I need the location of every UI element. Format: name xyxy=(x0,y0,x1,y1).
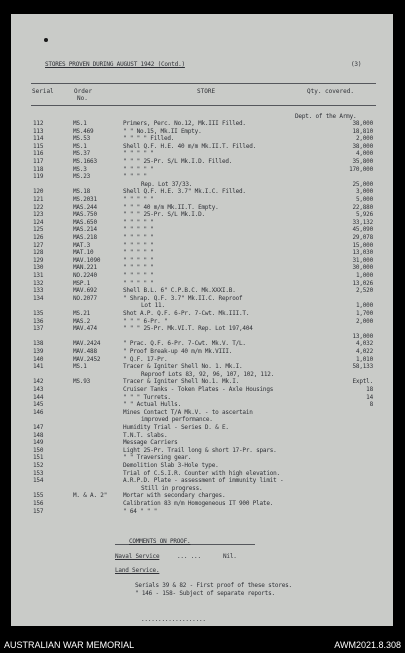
table-row xyxy=(11,371,393,378)
row-serial: 126 xyxy=(33,234,44,241)
table-row xyxy=(11,333,393,340)
row-store: " " " 25-Pr. S/L Mk.I.D. xyxy=(123,211,205,219)
row-serial: 128 xyxy=(33,249,44,257)
naval-service-label: Naval Service xyxy=(115,553,160,560)
row-order-no: MS.37 xyxy=(73,150,91,158)
row-order-no: MS.21 xyxy=(73,310,91,317)
row-serial: 127 xyxy=(33,241,44,249)
row-serial: 145 xyxy=(33,401,44,409)
row-store: Calibration 83 m/m Homogeneous IT 900 Plate. xyxy=(123,500,274,507)
row-qty: 25,000 xyxy=(352,180,373,188)
row-order-no: MAV.1090 xyxy=(73,256,101,264)
row-store: " " " " " xyxy=(123,150,154,158)
row-qty: 1,700 xyxy=(355,310,373,317)
row-serial: 122 xyxy=(33,203,44,211)
row-serial: 129 xyxy=(33,256,44,264)
row-qty: Exptl. xyxy=(352,378,373,386)
row-store: " " " " " xyxy=(123,264,154,272)
row-serial: 147 xyxy=(33,424,44,431)
row-order-no: MSP.1 xyxy=(73,279,91,287)
row-serial: 115 xyxy=(33,142,44,150)
row-store: " " " " " xyxy=(123,234,154,241)
table-row xyxy=(11,128,393,135)
row-order-no: MAS.244 xyxy=(73,203,97,211)
table-row xyxy=(11,325,393,332)
row-serial: 118 xyxy=(33,165,44,173)
row-store: " Prac. Q.F. 6-Pr. 7-Cwt. Mk.V. T/L. xyxy=(123,340,246,348)
row-store: Reproof Lots 83, 92, 96, 107, 102, 112. xyxy=(141,370,275,378)
row-serial: 117 xyxy=(33,158,44,165)
page-number: (3) xyxy=(351,61,362,68)
row-qty: 4,000 xyxy=(355,150,373,158)
col-header-qty: Qty. covered. xyxy=(307,88,354,95)
table-row xyxy=(11,143,393,150)
table-row xyxy=(11,287,393,294)
row-qty: 13,030 xyxy=(352,249,373,257)
document-page xyxy=(11,14,393,626)
table-row xyxy=(11,249,393,256)
row-store: Still in progress. xyxy=(141,484,203,492)
row-order-no: MS.1 xyxy=(73,120,87,127)
table-row xyxy=(11,462,393,469)
row-qty: 3,000 xyxy=(355,188,373,196)
table-row xyxy=(11,158,393,165)
row-order-no: MAV.2424 xyxy=(73,340,101,348)
row-order-no: MAV.692 xyxy=(73,287,97,295)
row-serial: 131 xyxy=(33,272,44,279)
table-row xyxy=(11,401,393,408)
header-rule-top xyxy=(31,83,376,84)
row-qty: 38,000 xyxy=(352,142,373,150)
col-header-store: STORE xyxy=(197,88,216,95)
row-store: improved performance. xyxy=(141,416,213,424)
row-store: Shell B.L. 6" C.P.B.C. Mk.XXXI.B. xyxy=(123,287,236,295)
row-store: Rep. Lot 37/33. xyxy=(141,180,193,188)
row-serial: 144 xyxy=(33,393,44,401)
row-serial: 150 xyxy=(33,446,44,454)
row-order-no: MAS.218 xyxy=(73,234,97,241)
row-qty: 4,022 xyxy=(355,348,373,355)
row-serial: 142 xyxy=(33,378,44,386)
table-row xyxy=(11,280,393,287)
footer-reference: AWM2021.8.308 xyxy=(334,640,401,650)
row-store: " " " " " xyxy=(123,272,154,279)
row-serial: 133 xyxy=(33,287,44,295)
table-row xyxy=(11,500,393,507)
table-row xyxy=(11,219,393,226)
row-serial: 114 xyxy=(33,135,44,143)
row-store: Shell Q.F. H.E. 40 m/m Mk.II.T. Filled. xyxy=(123,142,257,150)
table-row xyxy=(11,386,393,393)
row-serial: 134 xyxy=(33,294,44,302)
table-row xyxy=(11,264,393,271)
table-row xyxy=(11,439,393,446)
table-row xyxy=(11,432,393,439)
row-qty: 29,078 xyxy=(352,234,373,241)
row-order-no: M. & A. 2" xyxy=(73,492,108,500)
row-serial: 120 xyxy=(33,188,44,196)
row-store: " " " " " xyxy=(123,256,154,264)
row-serial: 141 xyxy=(33,363,44,371)
row-store: Tracer & Igniter Shell No.1. Mk.I. xyxy=(123,378,240,386)
row-order-no: NO.2077 xyxy=(73,294,97,302)
table-row xyxy=(11,492,393,499)
table-row xyxy=(11,394,393,401)
row-qty: 5,926 xyxy=(355,211,373,219)
row-qty: 2,000 xyxy=(355,135,373,143)
comments-end-dots: ................... xyxy=(141,616,206,623)
row-order-no: MAV.488 xyxy=(73,348,97,355)
row-store: " " Traversing gear. xyxy=(123,454,192,462)
row-order-no: MS.1 xyxy=(73,142,87,150)
row-qty: 18 xyxy=(366,386,373,393)
punch-hole-mark xyxy=(44,38,48,42)
row-qty: 38,000 xyxy=(352,120,373,127)
table-row xyxy=(11,310,393,317)
table-row xyxy=(11,188,393,195)
table-row xyxy=(11,363,393,370)
row-order-no: MS.23 xyxy=(73,173,91,181)
table-row xyxy=(11,196,393,203)
row-serial: 148 xyxy=(33,431,44,439)
row-qty: 5,000 xyxy=(355,196,373,203)
row-store: " Q.F. 17-Pr. xyxy=(123,355,168,363)
table-row xyxy=(11,302,393,309)
naval-service-value: Nil. xyxy=(223,553,237,560)
table-row xyxy=(11,204,393,211)
row-store: " " " " " xyxy=(123,165,154,173)
row-serial: 157 xyxy=(33,507,44,515)
row-serial: 123 xyxy=(33,211,44,219)
row-serial: 139 xyxy=(33,348,44,355)
row-order-no: MAT.3 xyxy=(73,241,91,249)
row-serial: 125 xyxy=(33,226,44,234)
row-store: Message Carriers xyxy=(123,439,178,447)
row-qty: 33,132 xyxy=(352,218,373,226)
table-row xyxy=(11,424,393,431)
row-serial: 151 xyxy=(33,454,44,462)
row-store: T.N.T. slabs. xyxy=(123,431,168,439)
row-store: Lot 11. xyxy=(141,302,165,310)
table-row xyxy=(11,508,393,515)
table-row xyxy=(11,257,393,264)
table-row xyxy=(11,211,393,218)
row-qty: 30,000 xyxy=(352,264,373,272)
footer-source: AUSTRALIAN WAR MEMORIAL xyxy=(4,640,135,650)
row-store: A.R.P.D. Plate - assessment of immunity limit - xyxy=(123,477,284,485)
row-serial: 137 xyxy=(33,325,44,333)
comment-note-1: Serials 39 & 82 - First proof of these stores. xyxy=(135,582,292,589)
table-row xyxy=(11,242,393,249)
col-header-order: Order xyxy=(74,88,93,95)
row-serial: 112 xyxy=(33,120,44,127)
row-store: Shot A.P. Q.F. 6-Pr. 7-Cwt. Mk.III.T. xyxy=(123,310,250,317)
col-header-order-no: No. xyxy=(77,95,88,102)
row-qty: 2,000 xyxy=(355,317,373,325)
row-store: Mortar with secondary charges. xyxy=(123,492,226,500)
table-row xyxy=(11,166,393,173)
table-row xyxy=(11,378,393,385)
row-store: " " " " " xyxy=(123,241,154,249)
table-row xyxy=(11,318,393,325)
row-order-no: MS.1663 xyxy=(73,158,97,165)
row-store: Tracer & Igniter Shell No. 1. Mk.I. xyxy=(123,363,243,371)
row-serial: 119 xyxy=(33,173,44,181)
row-qty: 22,880 xyxy=(352,203,373,211)
row-qty: 18,810 xyxy=(352,127,373,135)
table-row xyxy=(11,356,393,363)
table-row xyxy=(11,340,393,347)
table-row xyxy=(11,234,393,241)
row-qty: 45,090 xyxy=(352,226,373,234)
row-serial: 152 xyxy=(33,462,44,469)
row-qty: 58,133 xyxy=(352,363,373,371)
row-store: " " " 6-Pr. " xyxy=(123,317,168,325)
row-order-no: MS.18 xyxy=(73,188,91,196)
row-store: " " " " " xyxy=(123,226,154,234)
row-serial: 113 xyxy=(33,127,44,135)
archive-footer xyxy=(0,637,405,653)
table-row xyxy=(11,454,393,461)
row-store: " 64 " " " xyxy=(123,507,158,515)
row-serial: 116 xyxy=(33,150,44,158)
row-store: Trial of C.S.I.R. Counter with high elevation. xyxy=(123,469,280,477)
table-row xyxy=(11,477,393,484)
row-serial: 121 xyxy=(33,196,44,203)
row-store: " " " " " xyxy=(123,249,154,257)
document-title: STORES PROVEN DURING AUGUST 1942 (Contd.) xyxy=(45,61,185,68)
table-row xyxy=(11,135,393,142)
row-order-no: MS.469 xyxy=(73,127,94,135)
row-qty: 1,000 xyxy=(355,302,373,310)
row-store: Shell Q.F. H.E. 3.7" Mk.I.C. Filled. xyxy=(123,188,246,196)
row-store: " " " 40 m/m Mk.II.T. Empty. xyxy=(123,203,219,211)
row-store: " " " " " xyxy=(123,218,154,226)
row-store: " " " " xyxy=(123,173,147,181)
row-order-no: MAS.750 xyxy=(73,211,97,219)
row-store: Cruiser Tanks - Token Plates - Axle Housings xyxy=(123,386,274,393)
row-order-no: NO.2240 xyxy=(73,272,97,279)
row-qty: 8 xyxy=(369,401,373,409)
row-qty: 170,000 xyxy=(349,165,373,173)
table-row xyxy=(11,272,393,279)
row-order-no: MAS.214 xyxy=(73,226,97,234)
row-serial: 154 xyxy=(33,477,44,485)
row-serial: 135 xyxy=(33,310,44,317)
row-qty: 14 xyxy=(366,393,373,401)
row-serial: 124 xyxy=(33,218,44,226)
row-serial: 155 xyxy=(33,492,44,500)
comment-note-2: " 146 - 158- Subject of separate reports. xyxy=(135,590,275,597)
row-store: Primers, Perc. No.12, Mk.III Filled. xyxy=(123,120,246,127)
row-store: " " No.15, Mk.II Empty. xyxy=(123,127,202,135)
row-serial: 138 xyxy=(33,340,44,348)
row-store: " " " Turrets. xyxy=(123,393,171,401)
row-qty: 2,520 xyxy=(355,287,373,295)
row-serial: 146 xyxy=(33,408,44,416)
row-store: " " " " " xyxy=(123,279,154,287)
row-store: " " " " " xyxy=(123,196,154,203)
row-serial: 140 xyxy=(33,355,44,363)
row-store: Humidity Trial - Series D. & E. xyxy=(123,424,229,431)
row-store: " Shrap. Q.F. 3.7" Mk.II.C. Reproof xyxy=(123,294,243,302)
table-row xyxy=(11,416,393,423)
row-store: Demolition Slab 3-Hole type. xyxy=(123,462,219,469)
naval-service-dots: ... ... xyxy=(177,553,201,560)
row-order-no: MAT.10 xyxy=(73,249,94,257)
row-qty: 13,000 xyxy=(352,332,373,340)
row-store: " Proof Break-up 40 m/m Mk.VIII. xyxy=(123,348,233,355)
row-store: Light 25-Pr. Trail long & short 17-Pr. spars. xyxy=(123,446,277,454)
dept-heading: Dept. of the Army. xyxy=(295,113,357,120)
row-store: " " Actual Hulls. xyxy=(123,401,182,409)
row-order-no: MAN.221 xyxy=(73,264,97,272)
row-order-no: MS.53 xyxy=(73,135,91,143)
table-row xyxy=(11,470,393,477)
row-store: " " " 25-Pr. Mk.VI.T. Rep. Lot 197,404 xyxy=(123,325,253,333)
row-qty: 1,000 xyxy=(355,272,373,279)
table-row xyxy=(11,409,393,416)
row-qty: 1,010 xyxy=(355,355,373,363)
row-serial: 156 xyxy=(33,500,44,507)
table-row xyxy=(11,173,393,180)
row-order-no: MS.2031 xyxy=(73,196,97,203)
table-row xyxy=(11,447,393,454)
row-qty: 35,800 xyxy=(352,158,373,165)
table-row xyxy=(11,226,393,233)
row-serial: 130 xyxy=(33,264,44,272)
table-row xyxy=(11,120,393,127)
row-serial: 132 xyxy=(33,279,44,287)
row-qty: 15,000 xyxy=(352,241,373,249)
row-serial: 149 xyxy=(33,439,44,447)
row-order-no: MS.1 xyxy=(73,363,87,371)
row-store: " " " " Filled. xyxy=(123,135,175,143)
row-order-no: MAV.474 xyxy=(73,325,97,333)
row-order-no: MAV.2452 xyxy=(73,355,101,363)
row-order-no: MS.3 xyxy=(73,165,87,173)
table-row xyxy=(11,150,393,157)
row-order-no: MS.93 xyxy=(73,378,91,386)
header-rule-bottom xyxy=(31,105,376,106)
table-row xyxy=(11,295,393,302)
land-service-label: Land Service. xyxy=(115,567,160,574)
row-serial: 143 xyxy=(33,386,44,393)
table-row xyxy=(11,181,393,188)
row-order-no: MAS.650 xyxy=(73,218,97,226)
comments-heading: COMMENTS ON PROOF. xyxy=(129,538,191,545)
table-row xyxy=(11,485,393,492)
row-order-no: MAS.2 xyxy=(73,317,91,325)
col-header-serial: Serial xyxy=(32,88,54,95)
row-qty: 31,000 xyxy=(352,256,373,264)
row-store: Mines Contact T/A Mk.V. - to ascertain xyxy=(123,408,253,416)
table-row xyxy=(11,348,393,355)
row-serial: 136 xyxy=(33,317,44,325)
row-store: " " " 25-Pr. S/L Mk.I.D. Filled. xyxy=(123,158,233,165)
row-serial: 153 xyxy=(33,469,44,477)
row-qty: 13,026 xyxy=(352,279,373,287)
row-qty: 4,032 xyxy=(355,340,373,348)
